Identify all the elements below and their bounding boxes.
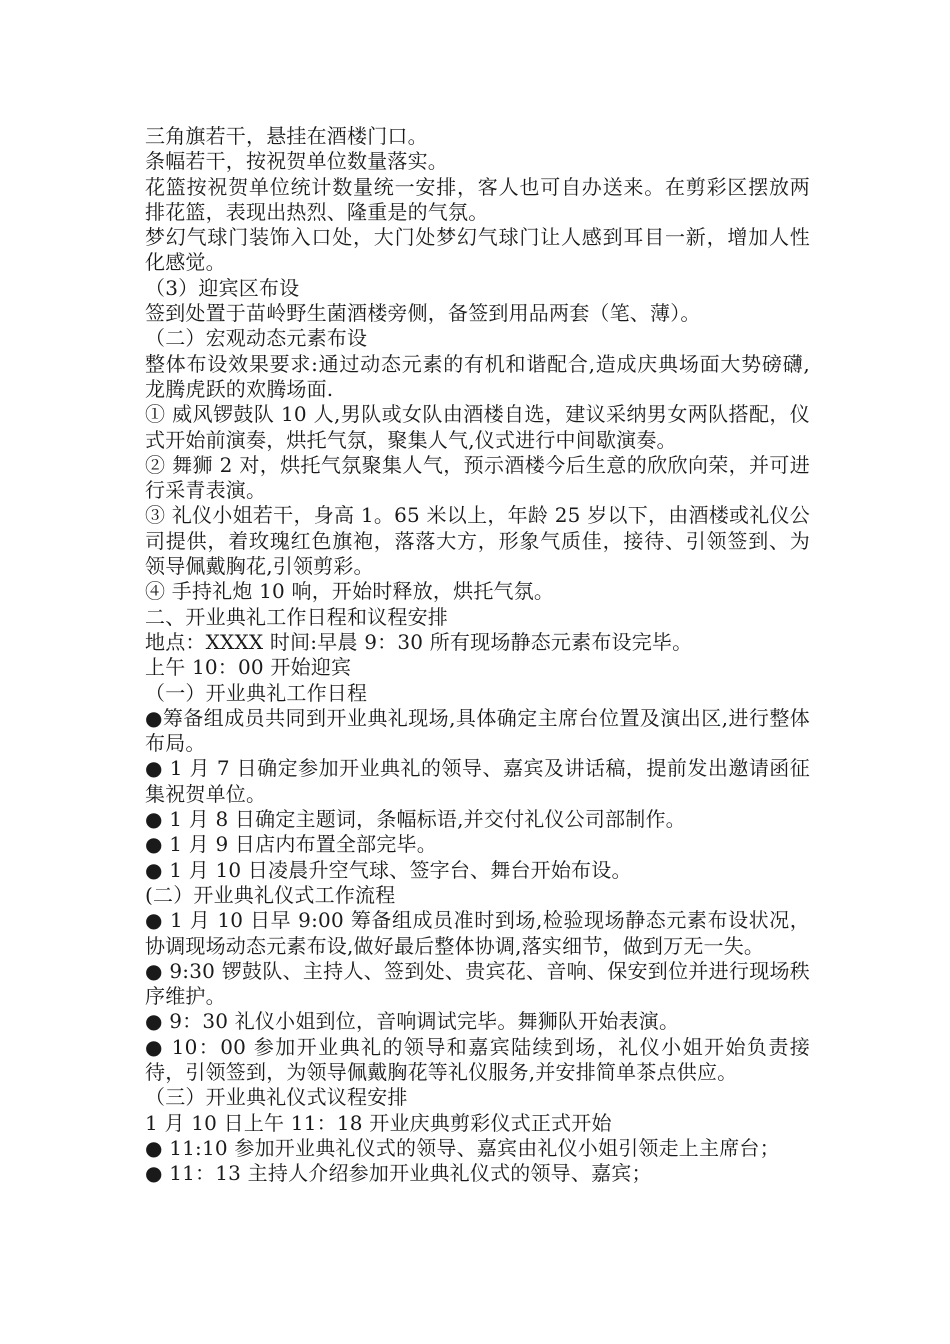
paragraph-lion-dance: ② 舞狮 2 对，烘托气氛聚集人气，预示酒楼今后生意的欣欣向荣，并可进行采青表演。 [145,452,810,503]
paragraph-sign-in: 签到处置于苗岭野生菌酒楼旁侧，备签到用品两套（笔、薄）。 [145,301,701,326]
list-item-layout: ●筹备组成员共同到开业典礼现场,具体确定主席台位置及演出区,进行整体布局。 [145,705,810,756]
list-item-1113: ● 11：13 主持人介绍参加开业典礼仪式的领导、嘉宾； [145,1161,652,1186]
paragraph-welcome-start: 上午 10：00 开始迎宾 [145,655,352,680]
list-item-1000: ● 10：00 参加开业典礼的领导和嘉宾陆续到场，礼仪小姐开始负责接待，引领签到，为领导佩戴胸花等礼仪服务,并安排简单茶点供应。 [145,1034,810,1084]
list-item-jan-9: ● 1 月 9 日店内布置全部完毕。 [145,832,437,857]
paragraph-location-time: 地点：XXXX 时间:早晨 9：30 所有现场静态元素布设完毕。 [145,629,693,654]
heading-ceremony-agenda: （三）开业典礼仪式议程安排 [145,1085,408,1110]
list-item-0930-etiquette: ● 9：30 礼仪小姐到位，音响调试完毕。舞狮队开始表演。 [145,1009,680,1034]
list-item-jan-7: ● 1 月 7 日确定参加开业典礼的领导、嘉宾及讲话稿，提前发出邀请函征集祝贺单位。 [145,756,810,806]
paragraph-ceremony-start: 1 月 10 日上午 11：18 开业庆典剪彩仪式正式开始 [145,1110,612,1135]
paragraph-balloon-arch: 梦幻气球门装饰入口处，大门处梦幻气球门让人感到耳目一新，增加人性化感觉。 [145,225,810,275]
heading-schedule-agenda: 二、开业典礼工作日程和议程安排 [145,604,448,629]
paragraph-flower-baskets: 花篮按祝贺单位统计数量统一安排，客人也可自办送来。在剪彩区摆放两排花篮，表现出热烈、隆重是的气氛。 [145,174,810,224]
list-item-0930-teams: ● 9:30 锣鼓队、主持人、签到处、贵宾花、音响、保安到位并进行现场秩序维护。 [145,958,810,1009]
document-body [145,124,810,1186]
heading-dynamic-elements: （二）宏观动态元素布设 [145,326,368,351]
paragraph-overall-effect: 整体布设效果要求:通过动态元素的有机和谐配合,造成庆典场面大势磅礴,龙腾虎跃的欢腾场面. [145,351,810,401]
paragraph-etiquette-ladies: ③ 礼仪小姐若干，身高 1。65 米以上，年龄 25 岁以下，由酒楼或礼仪公司提供，着玫瑰红色旗袍，落落大方，形象气质佳，接待、引领签到、为领导佩戴胸花,引领剪彩。 [145,503,810,579]
heading-welcome-area: （3）迎宾区布设 [145,275,300,300]
list-item-jan-8: ● 1 月 8 日确定主题词，条幅标语,并交付礼仪公司部制作。 [145,807,686,832]
heading-ceremony-workflow: (二）开业典礼仪式工作流程 [145,882,396,907]
list-item-1110: ● 11:10 参加开业典礼仪式的领导、嘉宾由礼仪小姐引领走上主席台； [145,1135,780,1160]
heading-work-schedule: （一）开业典礼工作日程 [145,680,368,705]
paragraph-pennants: 三角旗若干，悬挂在酒楼门口。 [145,124,428,148]
list-item-0900: ● 1 月 10 日早 9:00 筹备组成员准时到场,检验现场静态元素布设状况，协调现场动态元素布设,做好最后整体协调,落实细节，做到万无一失。 [145,908,810,958]
paragraph-salute-cannons: ④ 手持礼炮 10 响，开始时释放，烘托气氛。 [145,579,555,604]
paragraph-banners: 条幅若干，按祝贺单位数量落实。 [145,149,448,174]
paragraph-drum-team: ① 威风锣鼓队 10 人,男队或女队由酒楼自选，建议采纳男女两队搭配，仪式开始前演奏，烘托气氛，聚集人气,仪式进行中间歇演奏。 [145,402,810,452]
list-item-jan-10: ● 1 月 10 日凌晨升空气球、签字台、舞台开始布设。 [145,857,632,882]
